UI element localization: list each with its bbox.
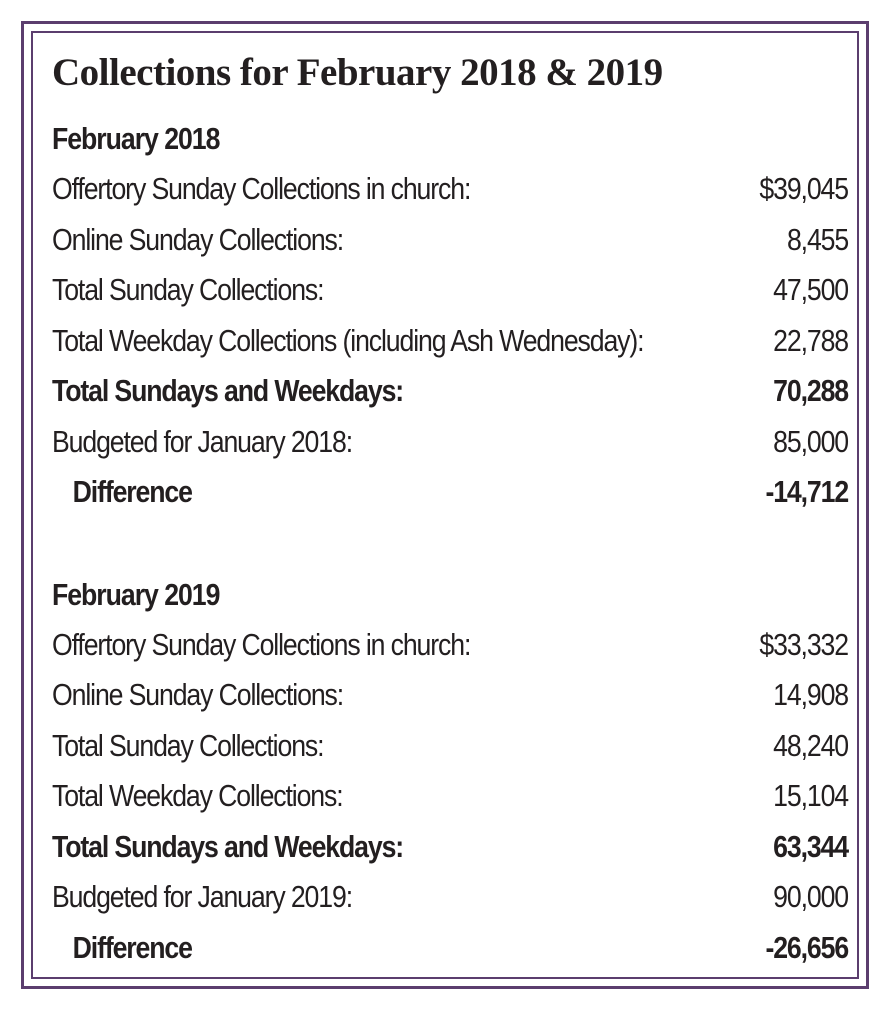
row-total-all-2018	[52, 366, 848, 417]
row-label: Online Sunday Collections:	[52, 221, 344, 257]
section-spacer	[52, 518, 848, 570]
row-label: Budgeted for January 2018:	[52, 423, 352, 459]
row-label: Budgeted for January 2019:	[52, 879, 352, 914]
row-total-weekday-2019	[52, 771, 848, 822]
report-title: Collections for February 2018 & 2019	[52, 51, 663, 94]
row-value: 47,500	[773, 272, 848, 307]
row-value: 22,788	[773, 322, 848, 358]
row-total-sunday-2019	[52, 721, 848, 772]
row-budget-2018	[52, 417, 848, 468]
row-value: 90,000	[773, 879, 848, 914]
row-value: -26,656	[765, 929, 848, 965]
section-heading-2018: February 2018	[52, 121, 220, 156]
row-total-all-2019	[52, 822, 848, 873]
row-label: Total Sunday Collections:	[52, 727, 324, 763]
row-value: 14,908	[773, 677, 848, 712]
row-label: Total Sundays and Weekdays:	[52, 828, 404, 864]
row-online-2018	[52, 215, 848, 266]
row-budget-2019	[52, 872, 848, 923]
row-label: Difference	[72, 929, 192, 965]
row-value: 63,344	[773, 828, 848, 864]
row-label: Online Sunday Collections:	[52, 677, 344, 712]
row-difference-2019	[52, 923, 848, 974]
row-label: Offertory Sunday Collections in church:	[52, 171, 471, 206]
row-label: Difference	[72, 474, 192, 509]
row-label: Total Sunday Collections:	[52, 272, 324, 307]
row-value: 70,288	[773, 373, 848, 408]
row-total-sunday-2018	[52, 265, 848, 316]
row-value: $39,045	[759, 171, 848, 206]
row-value: 8,455	[786, 221, 848, 257]
row-offertory-2019	[52, 620, 848, 671]
row-value: 85,000	[773, 423, 848, 459]
row-label: Total Weekday Collections (including Ash Wednesday):	[52, 322, 644, 358]
row-value: 15,104	[773, 778, 848, 813]
collections-report	[52, 48, 848, 973]
row-value: $33,332	[759, 626, 848, 662]
row-label: Total Sundays and Weekdays:	[52, 373, 404, 408]
section-heading-2019: February 2019	[52, 576, 220, 612]
row-total-weekday-2018	[52, 316, 848, 367]
row-value: 48,240	[773, 727, 848, 763]
row-offertory-2018	[52, 164, 848, 215]
row-label: Offertory Sunday Collections in church:	[52, 626, 471, 662]
row-online-2019	[52, 670, 848, 721]
row-value: -14,712	[765, 474, 848, 509]
row-difference-2018	[52, 467, 848, 518]
row-label: Total Weekday Collections:	[52, 778, 343, 813]
